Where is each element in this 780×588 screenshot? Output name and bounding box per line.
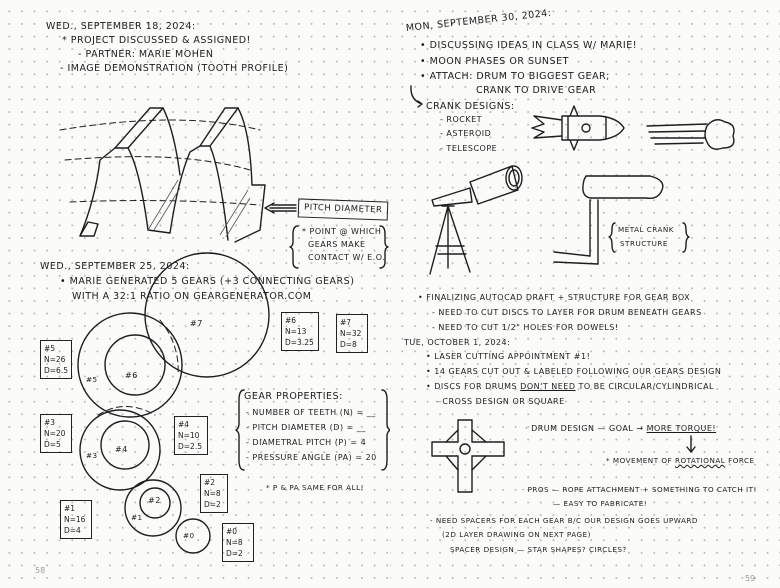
gear-property: - PITCH DIAMETER (D) = __ [246,423,366,432]
note-line: * POINT @ WHICH [302,227,382,236]
pros-line: — EASY TO FABRICATE! [553,499,648,508]
gear-label-0: #0 [183,531,195,540]
gear-label-2: #2 [148,496,161,505]
pitch-diameter-label: PITCH DIAMETER [298,198,389,220]
entry-date: TUE, OCTOBER 1, 2024: [404,338,511,347]
gear-card-2: #2 N=8 D=2 [200,474,228,513]
gear-card-4: #4 N=10 D=2.5 [174,416,208,455]
gear-label-7: #7 [190,319,203,328]
gear-label-5: #5 [86,375,98,384]
crank-design-item: - TELESCOPE [440,144,498,153]
pros-line: · PROS — ROPE ATTACHMENT + SOMETHING TO CATCH IT! [522,485,757,494]
page-number: 58 [35,566,46,575]
finalizing-line: • FINALIZING AUTOCAD DRAFT + STRUCTURE FOR GEAR BOX [418,293,691,302]
note-line: CONTACT W/ E.O. [308,253,386,262]
telescope-sketch [420,162,530,282]
gear-card-1: #1 N=16 D=4 [60,500,92,539]
gear-properties-footnote: * P & PA SAME FOR ALL! [266,483,364,492]
gear-property: - DIAMETRAL PITCH (P) = 4 [246,438,367,447]
gear-train-diagram [0,290,260,560]
gear-label-1: #1 [131,513,143,522]
emphasis-dont-need: DON'T NEED [520,382,576,391]
entry-line: • 14 GEARS CUT OUT & LABELED FOLLOWING OUR GEARS DESIGN [426,367,722,376]
gear-label-6: #6 [125,371,138,380]
arrow-down-icon [686,436,696,454]
entry-line: • DISCS FOR DRUMS DON'T NEED TO BE CIRCULAR/CYLINDRICAL [426,382,714,391]
entry-line: - CROSS DESIGN OR SQUARE [436,397,565,406]
finalizing-line: - NEED TO CUT DISCS TO LAYER FOR DRUM BENEATH GEARS [432,308,702,317]
crank-design-item: - ROCKET [440,115,483,124]
gear-card-7: #7 N=32 D=8 [336,314,368,353]
drum-design-line: · DRUM DESIGN — GOAL → MORE TORQUE! [525,424,717,433]
crank-note-line: STRUCTURE [620,239,668,248]
gear-card-5: #5 N=26 D=6.5 [40,340,72,379]
entry-line: WITH A 32:1 RATIO ON GEARGENERATOR.COM [72,291,312,302]
page-number: 59 [745,574,756,583]
finalizing-line: - NEED TO CUT 1/2" HOLES FOR DOWELS! [432,323,619,332]
crank-note-line: METAL CRANK [618,225,675,234]
entry-date: WED., SEPTEMBER 25, 2024: [40,261,190,272]
gear-card-3: #3 N=20 D=5 [40,414,72,453]
brace-icon [609,222,689,254]
entry-line: • MARIE GENERATED 5 GEARS (+3 CONNECTING GEARS) [60,276,355,287]
tooth-profile-sketch [60,90,280,260]
curved-arrow-icon [408,84,428,108]
entry-line: • ATTACH: DRUM TO BIGGEST GEAR; [420,71,610,82]
entry-line: CRANK TO DRIVE GEAR [476,85,597,96]
gear-property: - NUMBER OF TEETH (N) = __ [246,408,376,417]
entry-date: MON, SEPTEMBER 30, 2024: [405,7,552,34]
entry-line: • MOON PHASES OR SUNSET [420,56,569,67]
movement-line: * MOVEMENT OF ROTATIONAL FORCE [606,456,755,465]
entry-line: * PROJECT DISCUSSED & ASSIGNED! [62,35,251,46]
emphasis-rotational: ROTATIONAL [674,456,726,465]
rocket-sketch [530,104,630,150]
spacers-line: - NEED SPACERS FOR EACH GEAR B/C OUR DESIGN GOES UPWARD [430,516,698,525]
crank-designs-title: CRANK DESIGNS: [426,101,515,112]
arrow-left-icon [262,201,298,215]
gear-label-4: #4 [115,445,128,454]
spacers-line: SPACER DESIGN — STAR SHAPES? CIRCLES? [450,545,627,554]
cross-drum-sketch [430,418,510,498]
metal-crank-sketch [550,170,670,270]
entry-line: • LASER CUTTING APPOINTMENT #1! [426,352,591,361]
gear-card-6: #6 N=13 D=3.25 [281,312,319,351]
crank-design-item: - ASTEROID [440,129,492,138]
entry-line: - IMAGE DEMONSTRATION (TOOTH PROFILE) [60,63,289,74]
gear-property: - PRESSURE ANGLE (PA) = 20 [246,453,377,462]
asteroid-sketch [645,116,741,156]
brace-icon [290,224,390,270]
entry-line: • DISCUSSING IDEAS IN CLASS W/ MARIE! [420,40,638,51]
note-line: GEARS MAKE [308,240,366,249]
spacers-line: (2D LAYER DRAWING ON NEXT PAGE) [442,530,591,539]
entry-date: WED., SEPTEMBER 18, 2024: [46,21,196,32]
gear-label-3: #3 [86,451,98,460]
gear-card-0: #0 N=8 D=2 [222,523,254,562]
notebook-page-right [390,0,780,588]
gear-properties-title: GEAR PROPERTIES: [244,391,343,402]
goal-more-torque: MORE TORQUE! [646,424,717,433]
entry-line: - PARTNER: MARIE MOHEN [78,49,214,60]
